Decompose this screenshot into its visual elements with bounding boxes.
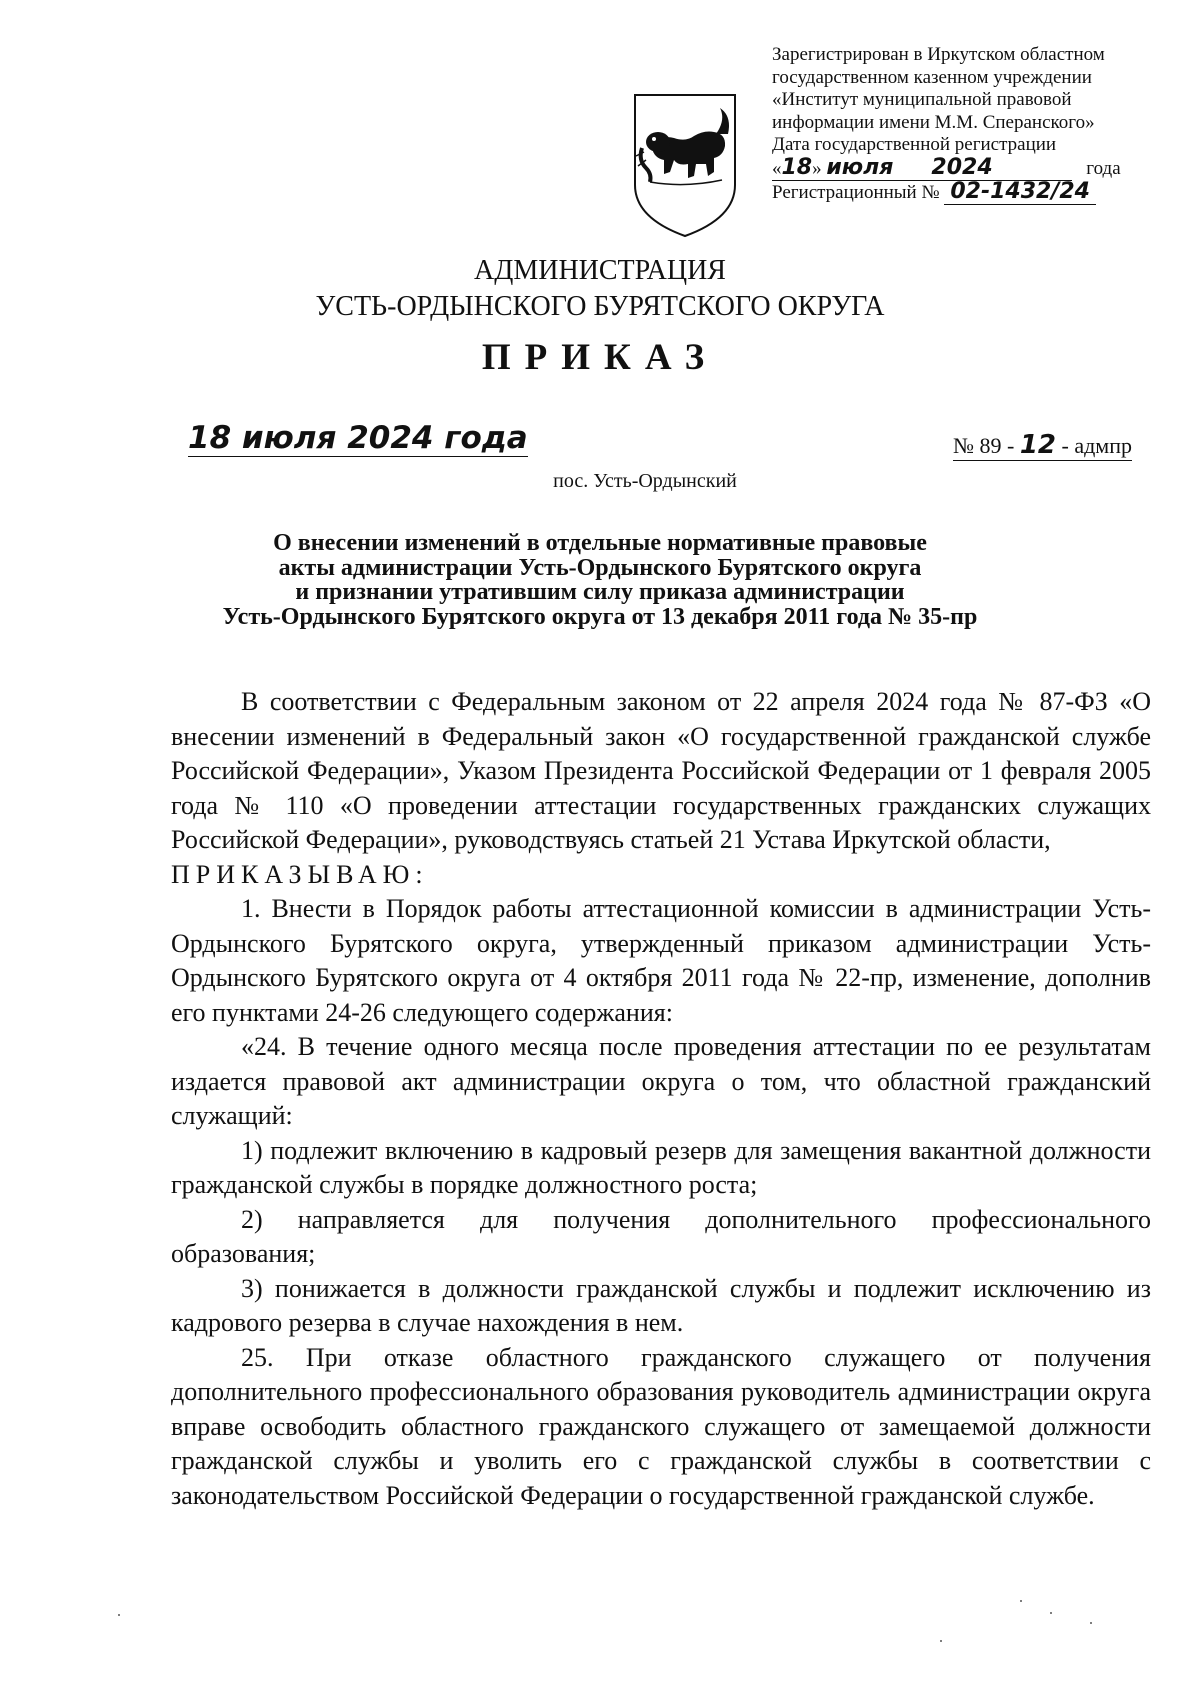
registration-line: информации имени М.М. Сперанского»: [772, 111, 1095, 133]
order-number-handwritten: 12: [1019, 430, 1057, 460]
document-type: ПРИКАЗ: [481, 337, 719, 378]
order-number: № 89 - 12 - адмпр: [953, 430, 1132, 460]
registration-line: «Институт муниципальной правовой: [772, 89, 1072, 110]
item-24-paragraph: «24. В течение одного месяца после проведения аттестации по ее результатам издается правовой акт администрации округа о том, что областной гражданский служащий:: [171, 1032, 1151, 1130]
registration-date: «18» июля 2024 года: [772, 154, 1121, 180]
registration-line: Дата государственной регистрации: [772, 134, 1057, 155]
preamble-paragraph: В соответствии с Федеральным законом от 22 апреля 2024 года № 87-ФЗ «О внесении изменений в Федеральный закон «О государственной гражданской службе Российской Федерации», Указом Президента Российской Федерации от 1 февраля 2005 года № 110 «О проведении аттестации государственных гражданских служащих Российской Федерации», руководствуясь статьей 21 Устава Иркутской области,: [171, 687, 1151, 854]
registration-month: июля: [826, 154, 894, 180]
title-line: Усть-Ордынского Бурятского округа от 13 декабря 2011 года № 35-пр: [222, 603, 978, 630]
scan-speck: [1090, 1622, 1092, 1624]
registration-line: государственном казенном учреждении: [772, 66, 1092, 88]
item-1-paragraph: 1. Внести в Порядок работы аттестационной комиссии в администрации Усть-Ордынского Бурятского округа, утвержденный приказом администрации Усть-Ордынского Бурятского округа от 4 октября 2011 года № 22-пр, изменение, дополнив его пунктами 24-26 следующего содержания:: [171, 894, 1151, 1027]
document-body: [171, 685, 1151, 1513]
subitem-1-paragraph: 1) подлежит включению в кадровый резерв для замещения вакантной должности гражданской службы в порядке должностного роста;: [171, 1135, 1151, 1199]
scan-speck: [1020, 1600, 1022, 1602]
title-line: и признании утратившим силу приказа администрации: [295, 579, 905, 605]
order-word: ПРИКАЗЫВАЮ:: [171, 859, 429, 889]
registration-number-value: 02-1432/24: [944, 181, 1096, 205]
registration-number: Регистрационный № 02-1432/24: [772, 181, 1172, 205]
organization-name: АДМИНИСТРАЦИЯ: [474, 255, 726, 286]
irkutsk-coat-of-arms-icon: [630, 90, 740, 240]
registration-line: Зарегистрирован в Иркутском областном: [772, 44, 1105, 65]
scan-speck: [940, 1640, 942, 1642]
title-line: акты администрации Усть-Ордынского Бурятского округа: [278, 554, 922, 581]
registration-year: 2024: [931, 154, 993, 180]
registration-day: 18: [781, 154, 813, 180]
title-line: О внесении изменений в отдельные нормативные правовые: [273, 530, 927, 556]
scan-speck: [118, 1614, 120, 1616]
scan-speck: [1050, 1612, 1052, 1614]
registration-year-suffix: года: [1086, 157, 1121, 179]
subitem-2-paragraph: 2) направляется для получения дополнительного профессионального образования;: [171, 1204, 1151, 1268]
document-title: [150, 531, 1050, 629]
organization-name: УСТЬ-ОРДЫНСКОГО БУРЯТСКОГО ОКРУГА: [315, 291, 885, 322]
item-25-paragraph: 25. При отказе областного гражданского служащего от получения дополнительного профессионального образования руководитель администрации округа вправе освободить областного гражданского служащего от замещаемой должности гражданской службы и уволить его с гражданской службы в соответствии с законодательством Российской Федерации о государственной гражданской службе.: [171, 1342, 1151, 1510]
registration-stamp: [772, 44, 1172, 205]
order-date: 18 июля 2024 года: [188, 420, 528, 456]
order-place: пос. Усть-Ордынский: [553, 470, 737, 492]
subitem-3-paragraph: 3) понижается в должности гражданской службы и подлежит исключению из кадрового резерва в случае нахождения в нем.: [171, 1273, 1151, 1337]
